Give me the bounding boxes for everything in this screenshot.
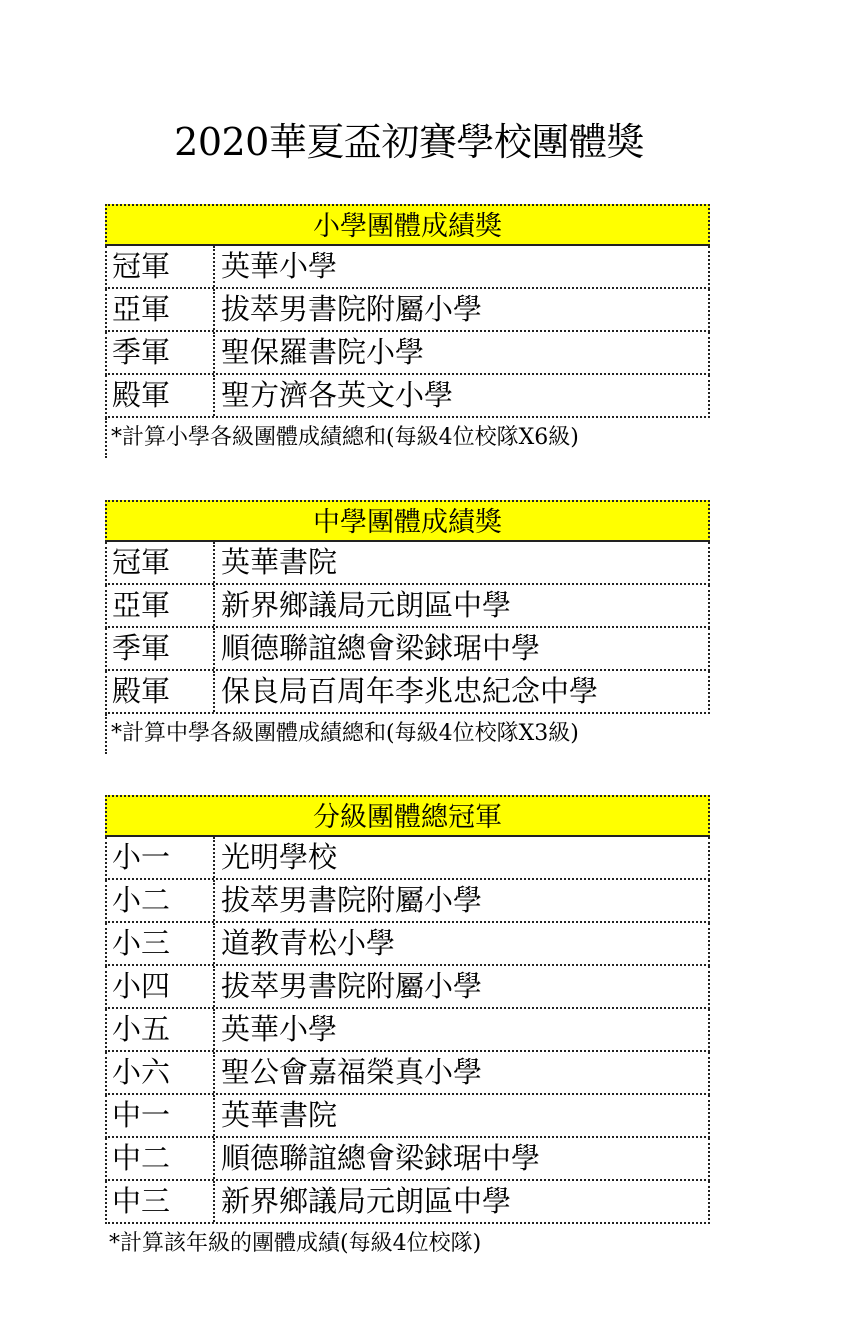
school-cell: 拔萃男書院附屬小學: [221, 883, 483, 917]
school-cell: 道教青松小學: [221, 926, 396, 960]
section-footnote: *計算小學各級團體成績總和(每級4位校隊X6級): [105, 418, 710, 458]
school-cell: 拔萃男書院附屬小學: [221, 292, 483, 326]
secondary-team-award-table: [105, 500, 710, 754]
school-cell: 英華小學: [221, 1012, 338, 1046]
school-cell: 順德聯誼總會梁銶琚中學: [221, 1141, 541, 1175]
table-row: [105, 1095, 710, 1138]
table-row: [105, 542, 710, 585]
school-cell: 聖保羅書院小學: [221, 335, 425, 369]
school-cell: 英華小學: [221, 249, 338, 283]
table-row: [105, 880, 710, 923]
table-row: [105, 585, 710, 628]
section-header: 小學團體成績獎: [105, 204, 710, 246]
rank-cell: 季軍: [107, 332, 215, 373]
school-cell: 英華書院: [221, 1098, 338, 1132]
grade-cell: 小五: [107, 1009, 215, 1050]
grade-cell: 小三: [107, 923, 215, 964]
rank-cell: 冠軍: [107, 542, 215, 583]
grade-team-champion-table: [105, 795, 710, 1264]
rank-cell: 季軍: [107, 628, 215, 669]
rank-cell: 亞軍: [107, 289, 215, 330]
school-cell: 新界鄉議局元朗區中學: [221, 588, 512, 622]
page-title: 2020華夏盃初賽學校團體獎: [174, 120, 644, 164]
school-cell: 聖公會嘉福榮真小學: [221, 1055, 483, 1089]
table-row: [105, 628, 710, 671]
school-cell: 新界鄉議局元朗區中學: [221, 1184, 512, 1218]
school-cell: 順德聯誼總會梁銶琚中學: [221, 631, 541, 665]
rank-cell: 冠軍: [107, 246, 215, 287]
grade-cell: 小六: [107, 1052, 215, 1093]
school-cell: 聖方濟各英文小學: [221, 378, 454, 412]
school-cell: 拔萃男書院附屬小學: [221, 969, 483, 1003]
grade-cell: 中三: [107, 1181, 215, 1222]
section-header: 分級團體總冠軍: [105, 795, 710, 837]
table-row: [105, 246, 710, 289]
table-row: [105, 1181, 710, 1224]
table-row: [105, 966, 710, 1009]
section-footnote: *計算該年級的團體成績(每級4位校隊): [109, 1231, 482, 1256]
school-cell: 英華書院: [221, 545, 338, 579]
table-row: [105, 837, 710, 880]
school-cell: 保良局百周年李兆忠紀念中學: [221, 674, 599, 708]
primary-team-award-table: [105, 204, 710, 458]
grade-cell: 中二: [107, 1138, 215, 1179]
table-row: [105, 375, 710, 418]
rank-cell: 亞軍: [107, 585, 215, 626]
table-row: [105, 1052, 710, 1095]
section-footnote: *計算中學各級團體成績總和(每級4位校隊X3級): [105, 714, 710, 754]
table-row: [105, 923, 710, 966]
grade-cell: 中一: [107, 1095, 215, 1136]
grade-cell: 小一: [107, 837, 215, 878]
table-row: [105, 1009, 710, 1052]
school-cell: 光明學校: [221, 840, 338, 874]
table-row: [105, 671, 710, 714]
rank-cell: 殿軍: [107, 671, 215, 712]
grade-cell: 小二: [107, 880, 215, 921]
rank-cell: 殿軍: [107, 375, 215, 416]
table-row: [105, 289, 710, 332]
table-row: [105, 1138, 710, 1181]
table-row: [105, 332, 710, 375]
section-header: 中學團體成績獎: [105, 500, 710, 542]
grade-cell: 小四: [107, 966, 215, 1007]
